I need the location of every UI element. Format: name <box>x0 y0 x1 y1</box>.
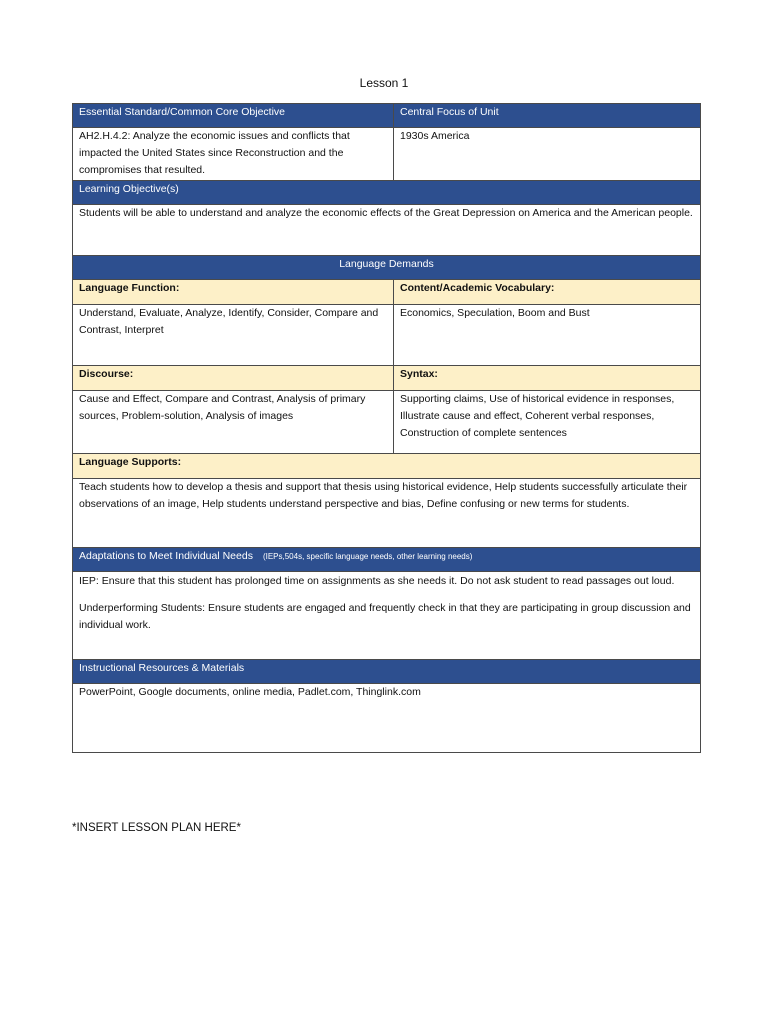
syntax-text: Supporting claims, Use of historical evidence in responses, Illustrate cause and effect, Coherent verbal responses, Construction of complete sentences <box>394 391 701 454</box>
adaptations-note: (IEPs,504s, specific language needs, other learning needs) <box>262 552 473 561</box>
standard-text: AH2.H.4.2: Analyze the economic issues and conflicts that impacted the United States since Reconstruction and the compromises that resulted. <box>73 128 394 181</box>
adaptations-header-cell <box>73 548 701 572</box>
vocabulary-label: Content/Academic Vocabulary: <box>394 280 701 305</box>
iep-text: IEP: Ensure that this student has prolonged time on assignments as she needs it. Do not ask student to read passages out loud. <box>79 575 675 587</box>
language-supports-text: Teach students how to develop a thesis and support that thesis using historical evidence, Help students successfully articulate their observations of an image, Help students understand perspective and bias, Define confusing or new terms for students. <box>73 479 701 548</box>
discourse-label: Discourse: <box>73 366 394 391</box>
language-function-text: Understand, Evaluate, Analyze, Identify, Consider, Compare and Contrast, Interpret <box>73 305 394 366</box>
central-focus-header: Central Focus of Unit <box>394 104 701 128</box>
learning-objective-header: Learning Objective(s) <box>73 181 701 205</box>
vocabulary-text: Economics, Speculation, Boom and Bust <box>394 305 701 366</box>
insert-lesson-plan-note: *INSERT LESSON PLAN HERE* <box>72 822 241 834</box>
discourse-text: Cause and Effect, Compare and Contrast, Analysis of primary sources, Problem-solution, Analysis of images <box>73 391 394 454</box>
central-focus-text: 1930s America <box>394 128 701 181</box>
language-supports-label: Language Supports: <box>73 454 701 479</box>
lesson-plan-table <box>72 103 701 753</box>
resources-header: Instructional Resources & Materials <box>73 660 701 684</box>
syntax-label: Syntax: <box>394 366 701 391</box>
resources-text: PowerPoint, Google documents, online media, Padlet.com, Thinglink.com <box>73 684 701 753</box>
language-function-label: Language Function: <box>73 280 394 305</box>
language-demands-header: Language Demands <box>73 256 701 280</box>
page-title: Lesson 1 <box>359 76 409 90</box>
underperforming-text: Underperforming Students: Ensure students are engaged and frequently check in that they are participating in group discussion and individual work. <box>79 602 691 631</box>
learning-objective-text: Students will be able to understand and analyze the economic effects of the Great Depression on America and the American people. <box>73 205 701 256</box>
adaptations-body <box>73 572 701 660</box>
adaptations-header: Adaptations to Meet Individual Needs <box>79 550 253 562</box>
standard-header: Essential Standard/Common Core Objective <box>73 104 394 128</box>
